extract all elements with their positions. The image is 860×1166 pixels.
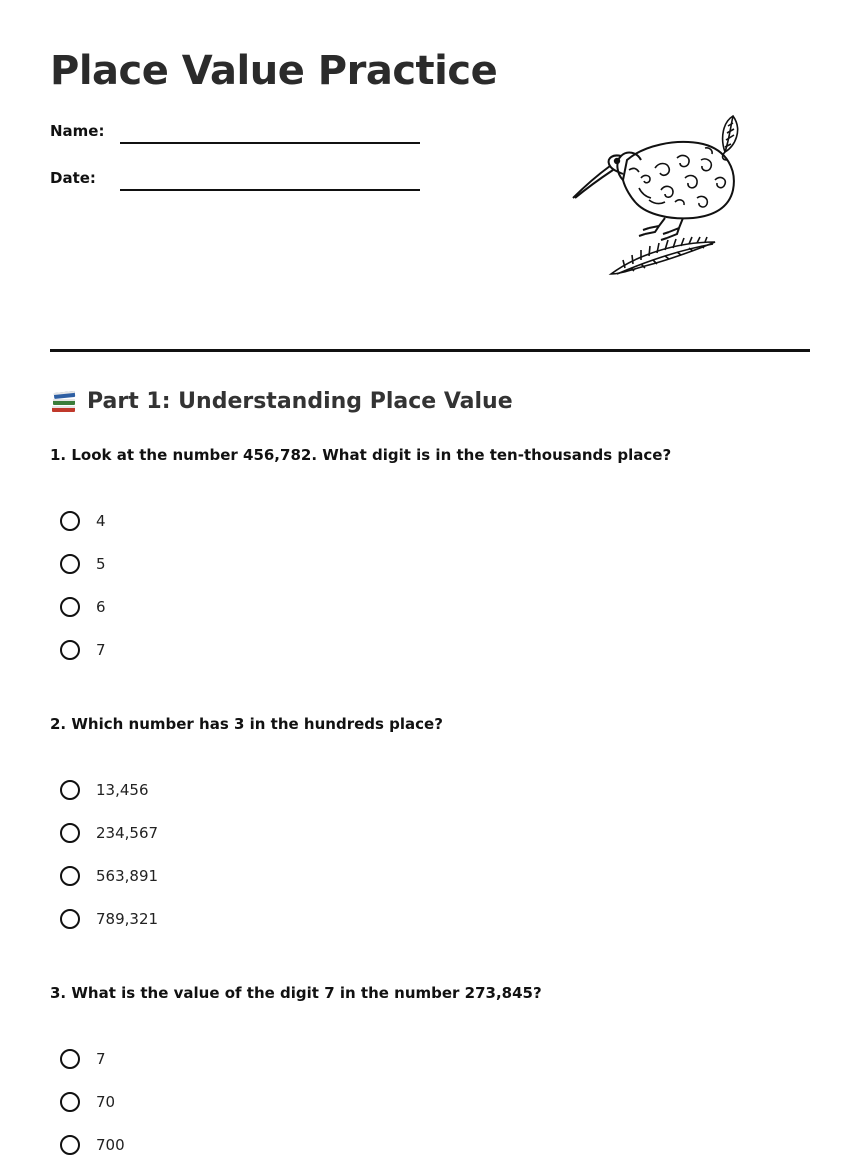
option-radio[interactable] (60, 768, 158, 811)
option-radio[interactable] (60, 1080, 125, 1123)
option-label: 700 (96, 1135, 125, 1154)
option-radio[interactable] (60, 1037, 125, 1080)
kiwi-bird-icon (565, 108, 755, 283)
date-field[interactable] (50, 169, 430, 199)
option-radio[interactable] (60, 628, 106, 671)
options-list (60, 1037, 125, 1166)
books-icon (50, 388, 78, 414)
radio-circle-icon[interactable] (60, 1049, 80, 1069)
option-label: 5 (96, 554, 106, 573)
question-2 (50, 714, 810, 928)
radio-circle-icon[interactable] (60, 640, 80, 660)
section-heading (50, 388, 513, 414)
date-input-line[interactable] (120, 189, 420, 191)
section-divider (50, 349, 810, 352)
option-label: 7 (96, 1049, 106, 1068)
option-radio[interactable] (60, 854, 158, 897)
question-3 (50, 983, 810, 1154)
date-label: Date: (50, 169, 96, 187)
option-label: 563,891 (96, 866, 159, 885)
option-label: 6 (96, 597, 106, 616)
option-radio[interactable] (60, 811, 158, 854)
option-radio[interactable] (60, 1123, 125, 1166)
radio-circle-icon[interactable] (60, 823, 80, 843)
radio-circle-icon[interactable] (60, 909, 80, 929)
question-1 (50, 445, 810, 659)
radio-circle-icon[interactable] (60, 780, 80, 800)
option-label: 7 (96, 640, 106, 659)
name-input-line[interactable] (120, 142, 420, 144)
option-radio[interactable] (60, 499, 106, 542)
radio-circle-icon[interactable] (60, 511, 80, 531)
name-label: Name: (50, 122, 105, 140)
option-label: 70 (96, 1092, 116, 1111)
options-list (60, 499, 106, 671)
page-title: Place Value Practice (50, 48, 498, 94)
option-radio[interactable] (60, 542, 106, 585)
option-label: 789,321 (96, 909, 159, 928)
question-text: 1. Look at the number 456,782. What digit is in the ten-thousands place? (50, 446, 672, 464)
option-radio[interactable] (60, 897, 158, 940)
question-text: 2. Which number has 3 in the hundreds place? (50, 715, 443, 733)
options-list (60, 768, 158, 940)
radio-circle-icon[interactable] (60, 1135, 80, 1155)
radio-circle-icon[interactable] (60, 866, 80, 886)
name-field[interactable] (50, 122, 430, 152)
radio-circle-icon[interactable] (60, 1092, 80, 1112)
option-label: 13,456 (96, 780, 149, 799)
radio-circle-icon[interactable] (60, 597, 80, 617)
option-radio[interactable] (60, 585, 106, 628)
radio-circle-icon[interactable] (60, 554, 80, 574)
question-text: 3. What is the value of the digit 7 in the number 273,845? (50, 984, 542, 1002)
option-label: 234,567 (96, 823, 159, 842)
section-heading-text: Part 1: Understanding Place Value (87, 388, 513, 414)
option-label: 4 (96, 511, 106, 530)
